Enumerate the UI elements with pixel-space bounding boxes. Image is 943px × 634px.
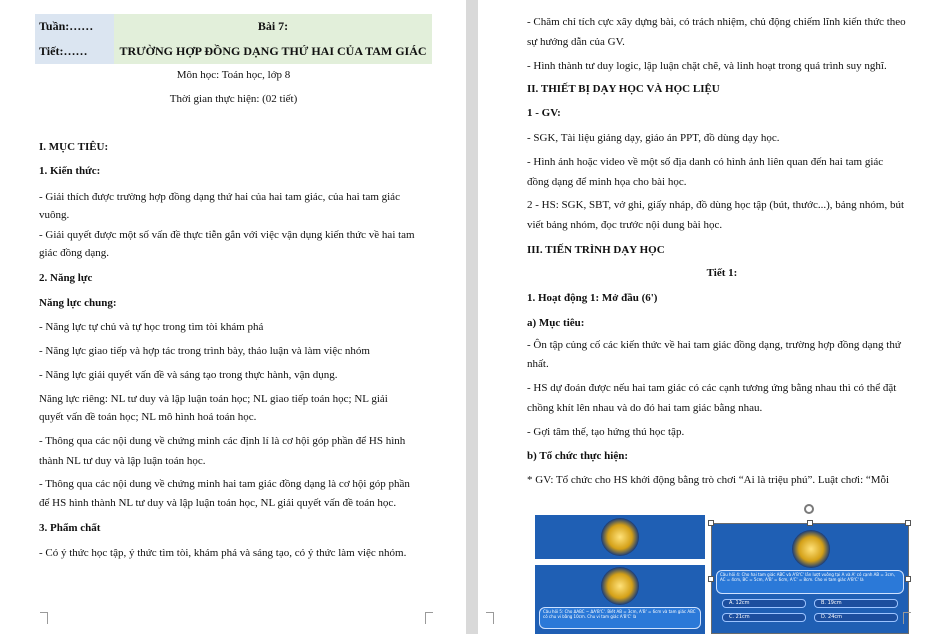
header-table [35, 14, 432, 64]
slide-image-logo-1[interactable] [535, 515, 705, 559]
body-line: viết bảng nhóm, đọc trước nội dung bài học. [527, 219, 723, 231]
slide-images [535, 510, 913, 634]
image-selection-frame [711, 523, 909, 634]
lesson-number-cell: Bài 7: [114, 14, 432, 39]
page-gap [466, 0, 478, 634]
body-line: quyết vấn đề toán học; NL mô hình hoá toán học. [39, 411, 257, 423]
body-line: - Hình ảnh hoặc video về một số địa danh có hình ảnh liên quan đến hai tam giác [527, 156, 884, 168]
slide-image-question-5[interactable] [535, 565, 705, 634]
subject-line: Môn học: Toán học, lớp 8 [176, 69, 291, 81]
body-line: 1. Hoạt động 1: Mở đầu (6') [527, 292, 658, 304]
body-line: - Giải quyết được một số vấn đề thực tiễn gắn với việc vận dụng kiến thức về hai tam [39, 229, 415, 241]
body-line: Tiết 1: [706, 267, 738, 279]
document-page-left [0, 0, 466, 634]
body-line: 2 - HS: SGK, SBT, vở ghi, giấy nháp, đồ dùng học tập (bút, thước...), bảng nhóm, bút [527, 199, 905, 211]
body-line: - Năng lực tự chủ và tự học trong tìm tòi khám phá [39, 321, 264, 333]
week-cell: Tuần:…… [35, 14, 114, 39]
body-line: b) Tổ chức thực hiện: [527, 450, 629, 462]
period-cell: Tiết:…… [35, 39, 114, 64]
body-line: - Chăm chỉ tích cực xây dựng bài, có trách nhiệm, chủ động chiếm lĩnh kiến thức theo [527, 16, 906, 28]
body-line: - Có ý thức học tập, ý thức tìm tòi, khám phá và sáng tạo, có ý thức làm việc nhóm. [39, 547, 407, 559]
millionaire-logo-icon [601, 567, 639, 605]
body-line: thành NL tư duy và lập luận toán học. [39, 455, 206, 467]
answer-option-a: A. 12cm [722, 599, 806, 608]
resize-handle-right[interactable] [905, 576, 911, 582]
question-4-text: Câu hỏi 4: Cho hai tam giác ABC và A'B'C' lần lượt vuông tại A và A' có cạnh AB = 3cm, AC = 4cm, BC = 5cm, A'B' = 6cm, A'C' = 8cm. Cho vi tam giác A'B'C' là [720, 572, 895, 582]
resize-handle-top-left[interactable] [708, 520, 714, 526]
body-line: 3. Phẩm chất [39, 522, 101, 534]
body-line: - Ôn tập củng cố các kiến thức về hai tam giác đồng dạng, trường hợp đồng dạng thứ [527, 339, 901, 351]
millionaire-logo-icon [601, 518, 639, 556]
body-line: - Giải thích được trường hợp đồng dạng thứ hai của hai tam giác, của hai tam giác [39, 191, 400, 203]
answer-option-d: D. 24cm [814, 613, 898, 622]
rotate-handle-icon[interactable] [804, 504, 814, 514]
resize-handle-top-right[interactable] [905, 520, 911, 526]
lesson-title-cell: TRƯỜNG HỢP ĐỒNG DẠNG THỨ HAI CỦA TAM GIÁC [114, 39, 432, 64]
body-line: 1 - GV: [527, 107, 561, 119]
body-line: a) Mục tiêu: [527, 317, 585, 329]
body-line: - HS dự đoán được nếu hai tam giác có các cạnh tương ứng bằng nhau thì có thể đặt [527, 382, 897, 394]
body-line: - Năng lực giải quyết vấn đề và sáng tạo trong thực hành, vận dụng. [39, 369, 338, 381]
body-line: II. THIẾT BỊ DẠY HỌC VÀ HỌC LIỆU [527, 83, 720, 95]
answer-option-b: B. 19cm [814, 599, 898, 608]
body-line: Năng lực riêng: NL tư duy và lập luận toán học; NL giao tiếp toán học; NL giải [39, 393, 388, 405]
page-corner-mark [903, 612, 911, 624]
page-corner-mark [425, 612, 433, 624]
body-line: 1. Kiến thức: [39, 165, 101, 177]
body-line: - Thông qua các nội dung về chứng minh các định lí là cơ hội góp phần để HS hình [39, 435, 406, 447]
body-line: nhất. [527, 358, 549, 370]
body-line: - Hình thành tư duy logic, lập luận chặt chẽ, và linh hoạt trong quá trình suy nghĩ. [527, 60, 887, 72]
body-line: 2. Năng lực [39, 272, 93, 284]
body-line: - Năng lực giao tiếp và hợp tác trong trình bày, thảo luận và làm việc nhóm [39, 345, 370, 357]
body-line: giác đồng dạng. [39, 247, 109, 259]
body-line: chồng khít lên nhau và do đó hai tam giác bằng nhau. [527, 402, 763, 414]
page-corner-mark [486, 612, 494, 624]
body-line: I. MỤC TIÊU: [39, 141, 109, 153]
body-line: - Gợi tâm thế, tạo hứng thú học tập. [527, 426, 685, 438]
body-line: vuông. [39, 209, 70, 221]
body-line: sự hướng dẫn của GV. [527, 36, 625, 48]
resize-handle-top[interactable] [807, 520, 813, 526]
body-line: Năng lực chung: [39, 297, 117, 309]
body-line: - SGK, Tài liệu giảng dạy, giáo án PPT, đồ dùng dạy học. [527, 132, 780, 144]
answer-option-c: C. 21cm [722, 613, 806, 622]
body-line: * GV: Tổ chức cho HS khởi động bằng trò chơi “Ai là triệu phú”. Luật chơi: “Mỗi [527, 474, 890, 486]
body-line: đồng dạng để minh họa cho bài học. [527, 176, 687, 188]
body-line: III. TIẾN TRÌNH DẠY HỌC [527, 244, 665, 256]
body-line: - Thông qua các nội dung về chứng minh hai tam giác đồng dạng là cơ hội góp phần [39, 478, 410, 490]
resize-handle-left[interactable] [708, 576, 714, 582]
body-line: để HS hình thành NL tư duy và lập luận toán học, NL giải quyết vấn đề toán học. [39, 497, 397, 509]
document-page-right [478, 0, 943, 634]
duration-line: Thời gian thực hiện: (02 tiết) [169, 93, 298, 105]
question-5-text: Câu hỏi 5: Cho ΔABC ∽ ΔA'B'C'. Biết AB = 3cm, A'B' = 6cm và tam giác ABC có chu vi bằng 10cm. Chu vi tam giác A'B'C' là [543, 609, 696, 619]
page-corner-mark [40, 612, 48, 624]
